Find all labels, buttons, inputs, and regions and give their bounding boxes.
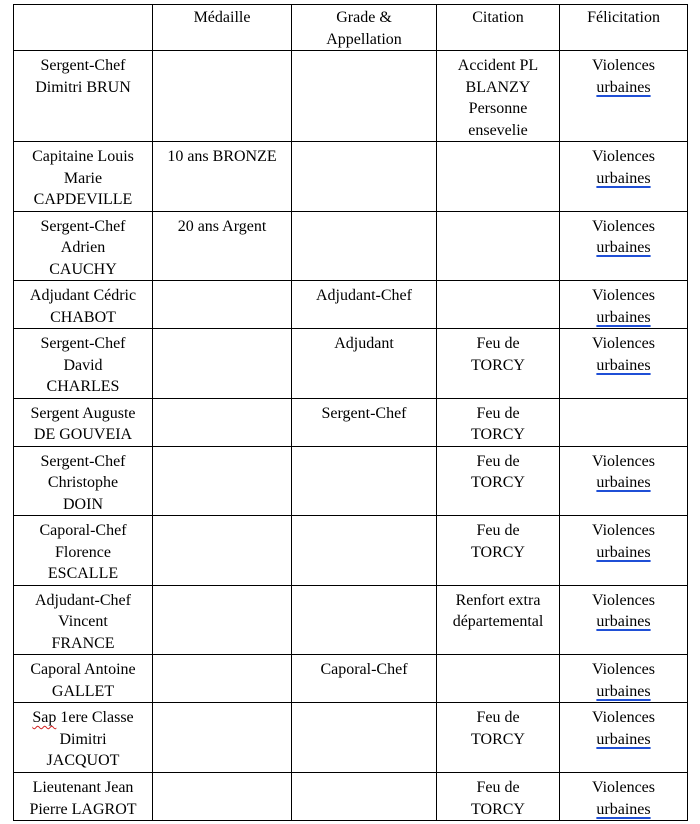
felicitation-link: urbaines <box>596 682 651 700</box>
medaille-cell <box>153 329 292 399</box>
medaille-cell <box>153 516 292 586</box>
felicitation-cell: Violences urbaines <box>560 516 688 586</box>
citation-cell: Feu de TORCY <box>437 703 560 773</box>
medaille-cell <box>153 655 292 703</box>
felicitation-link: urbaines <box>596 800 651 818</box>
header-grade: Grade & Appellation <box>292 5 437 51</box>
table-row <box>14 585 688 655</box>
felicitation-link: urbaines <box>596 613 651 630</box>
name-cell: Sergent Auguste DE GOUVEIA <box>14 398 153 446</box>
name-text: 1ere Classe Dimitri JACQUOT <box>46 709 134 769</box>
grade-cell: Caporal-Chef <box>292 655 437 703</box>
felicitation-cell: Violences urbaines <box>560 51 688 142</box>
grade-cell <box>292 142 437 212</box>
felicitation-link: urbaines <box>596 730 651 748</box>
citation-cell: Feu de TORCY <box>437 773 560 821</box>
medaille-cell <box>153 398 292 446</box>
felicitation-link: urbaines <box>596 169 651 187</box>
citation-cell <box>437 211 560 281</box>
felicitation-link: urbaines <box>596 356 651 374</box>
felicitation-cell: Violences urbaines <box>560 281 688 329</box>
table-row <box>14 516 688 586</box>
grade-cell: Adjudant <box>292 329 437 399</box>
header-medaille: Médaille <box>153 5 292 51</box>
medaille-cell <box>153 585 292 655</box>
felicitation-link: urbaines <box>596 78 651 96</box>
medaille-cell: 10 ans BRONZE <box>153 142 292 212</box>
citation-cell <box>437 655 560 703</box>
grade-cell: Sergent-Chef <box>292 398 437 446</box>
felicitation-link: urbaines <box>596 239 651 256</box>
citation-cell <box>437 281 560 329</box>
name-cell <box>14 703 153 773</box>
name-cell: Sergent-Chef Adrien CAUCHY <box>14 211 153 281</box>
citation-cell <box>437 142 560 212</box>
felicitation-link: urbaines <box>596 308 651 326</box>
grade-cell: Adjudant-Chef <box>292 281 437 329</box>
felicitation-link: urbaines <box>596 543 651 561</box>
name-cell: Lieutenant Jean Pierre LAGROT <box>14 773 153 821</box>
citation-cell: Accident PL BLANZY Personne ensevelie <box>437 51 560 142</box>
medaille-cell <box>153 51 292 142</box>
name-cell: Capitaine Louis Marie CAPDEVILLE <box>14 142 153 212</box>
grade-cell <box>292 211 437 281</box>
medaille-cell <box>153 773 292 821</box>
name-cell: Sergent-Chef David CHARLES <box>14 329 153 399</box>
felicitation-cell: Violences urbaines <box>560 446 688 516</box>
header-felicitation: Félicitation <box>560 5 688 51</box>
name-cell: Sergent-Chef Dimitri BRUN <box>14 51 153 142</box>
grade-cell <box>292 51 437 142</box>
spellcheck-word: Sap <box>32 709 57 726</box>
grade-cell <box>292 585 437 655</box>
table-row <box>14 142 688 212</box>
citation-cell: Renfort extra départemental <box>437 585 560 655</box>
awards-table <box>13 4 688 821</box>
citation-cell: Feu de TORCY <box>437 398 560 446</box>
table-row <box>14 281 688 329</box>
medaille-cell <box>153 703 292 773</box>
header-citation: Citation <box>437 5 560 51</box>
table-row <box>14 211 688 281</box>
felicitation-cell <box>560 398 688 446</box>
name-cell: Adjudant Cédric CHABOT <box>14 281 153 329</box>
felicitation-cell: Violences urbaines <box>560 585 688 655</box>
grade-cell <box>292 516 437 586</box>
citation-cell: Feu de TORCY <box>437 516 560 586</box>
medaille-cell <box>153 281 292 329</box>
grade-cell <box>292 703 437 773</box>
grade-cell <box>292 773 437 821</box>
table-row <box>14 703 688 773</box>
table-row <box>14 398 688 446</box>
table-row <box>14 51 688 142</box>
medaille-cell <box>153 446 292 516</box>
grade-cell <box>292 446 437 516</box>
felicitation-cell: Violences urbaines <box>560 142 688 212</box>
table-row <box>14 446 688 516</box>
felicitation-link: urbaines <box>596 474 651 491</box>
name-cell: Caporal-Chef Florence ESCALLE <box>14 516 153 586</box>
table-row <box>14 655 688 703</box>
felicitation-cell: Violences urbaines <box>560 655 688 703</box>
medaille-cell: 20 ans Argent <box>153 211 292 281</box>
citation-cell: Feu de TORCY <box>437 446 560 516</box>
name-cell: Adjudant-Chef Vincent FRANCE <box>14 585 153 655</box>
table-row <box>14 329 688 399</box>
name-cell: Sergent-Chef Christophe DOIN <box>14 446 153 516</box>
header-name <box>14 5 153 51</box>
felicitation-cell: Violences urbaines <box>560 773 688 821</box>
header-row <box>14 5 688 51</box>
name-cell: Caporal Antoine GALLET <box>14 655 153 703</box>
felicitation-cell: Violences urbaines <box>560 329 688 399</box>
citation-cell: Feu de TORCY <box>437 329 560 399</box>
table-row <box>14 773 688 821</box>
felicitation-cell: Violences urbaines <box>560 703 688 773</box>
felicitation-cell: Violences urbaines <box>560 211 688 281</box>
